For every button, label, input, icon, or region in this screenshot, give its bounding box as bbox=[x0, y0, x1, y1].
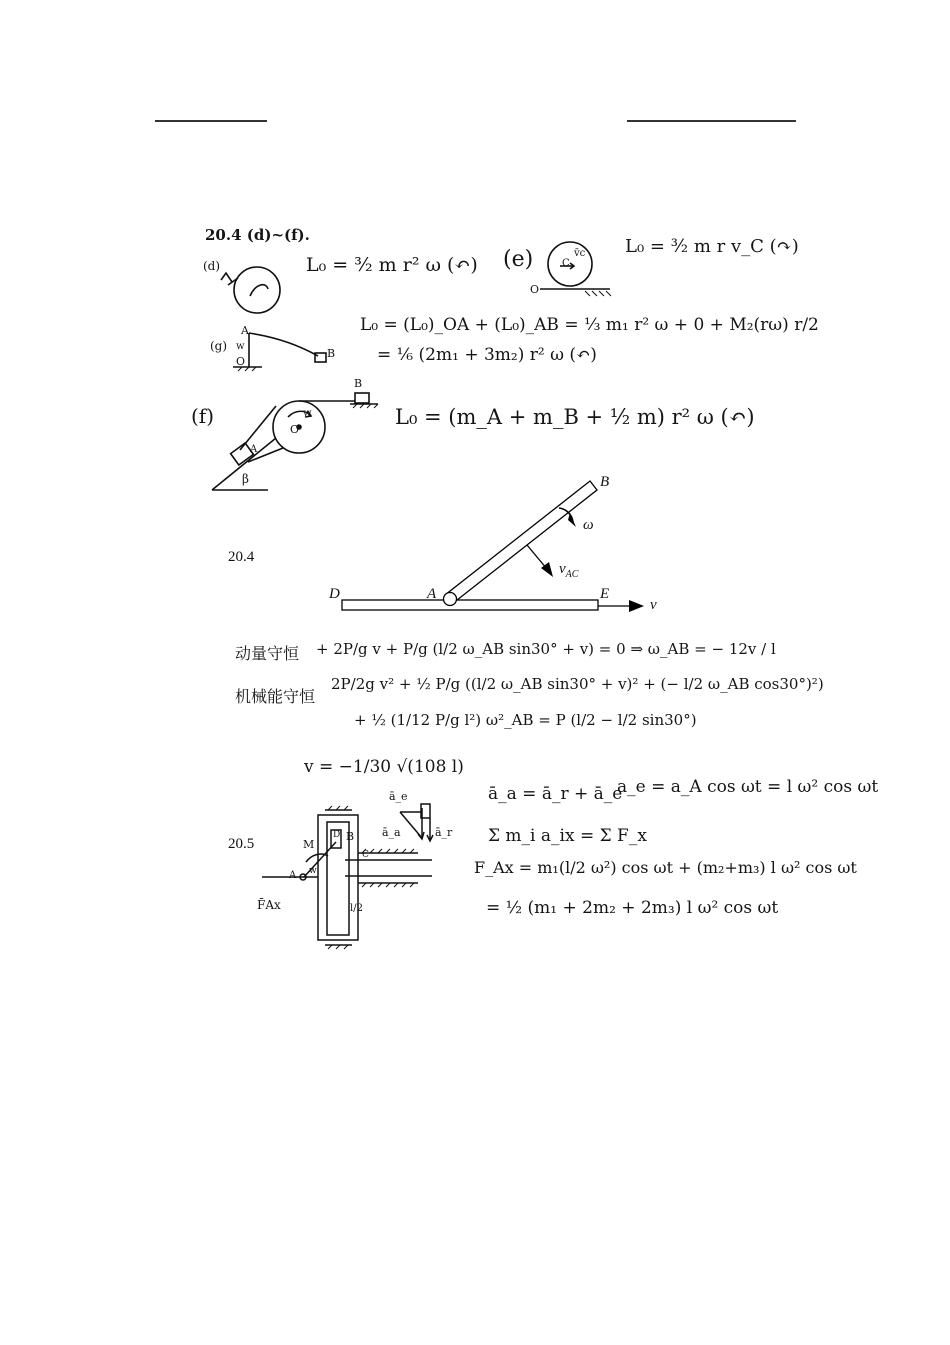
part-e-origin-label: O bbox=[530, 283, 540, 296]
part-d-label: (d) bbox=[203, 259, 221, 273]
part-f-label-b: B bbox=[354, 377, 363, 390]
wheel-d bbox=[221, 267, 280, 313]
figure-label-e: E bbox=[600, 586, 610, 602]
figure-20-5 bbox=[262, 804, 433, 949]
rod-g bbox=[233, 333, 326, 371]
energy-conservation-formula-line3: + ½ (1/12 P/g l²) ω²_AB = P (l/2 − l/2 sin30°) bbox=[354, 711, 697, 729]
part-g-label-o: O bbox=[236, 355, 246, 368]
part-g-label: (g) bbox=[210, 339, 228, 353]
eq-momentum-theorem: Σ m_i a_ix = Σ F_x bbox=[488, 826, 647, 846]
part-d-formula: L₀ = ³⁄₂ m r² ω (↶) bbox=[306, 254, 478, 276]
part-f-formula: L₀ = (m_A + m_B + ½ m) r² ω (↶) bbox=[395, 405, 755, 429]
v-ac-symbol: v bbox=[559, 561, 566, 577]
label-b: B bbox=[346, 830, 355, 843]
figure-label-b: B bbox=[600, 474, 610, 490]
part-g-formula-line1: L₀ = (L₀)_OA + (L₀)_AB = ⅓ m₁ r² ω + 0 + M₂(rω) r/2 bbox=[360, 315, 819, 335]
energy-conservation-label: 机械能守恒 bbox=[235, 687, 316, 706]
figure-label-d: D bbox=[329, 586, 340, 602]
label-aa: ā_a bbox=[382, 826, 401, 839]
pulley-f bbox=[212, 393, 378, 490]
figure-label-v-ac bbox=[559, 561, 578, 580]
label-fax: F̄Ax bbox=[257, 898, 281, 912]
part-g-formula-line2: = ⅙ (2m₁ + 3m₂) r² ω (↶) bbox=[377, 345, 597, 365]
label-w: w bbox=[309, 866, 317, 876]
figure-label-v: v bbox=[650, 597, 657, 613]
energy-conservation-formula: 2P/2g v² + ½ P/g ((l/2 ω_AB sin30° + v)² + (− l/2 ω_AB cos30°)²) bbox=[331, 675, 824, 693]
figure-20-4 bbox=[342, 481, 644, 612]
label-c: C bbox=[362, 850, 369, 860]
eq-fax-simplified: = ½ (m₁ + 2m₂ + 2m₃) l ω² cos ωt bbox=[486, 898, 779, 918]
label-d: D bbox=[333, 830, 341, 840]
eq-transport-acceleration: a_e = a_A cos ωt = l ω² cos ωt bbox=[617, 777, 879, 797]
problem-number-20-4: 20.4 bbox=[228, 549, 255, 565]
part-f-label-w: w bbox=[303, 408, 312, 419]
momentum-conservation-formula: + 2P/g v + P/g (l/2 ω_AB sin30° + v) = 0 ⇒ ω_AB = − 12v / l bbox=[316, 640, 776, 658]
v-ac-subscript: AC bbox=[565, 569, 579, 580]
part-g-label-w: w bbox=[236, 341, 245, 352]
momentum-conservation-label: 动量守恒 bbox=[235, 644, 300, 663]
part-f-label-beta: β bbox=[242, 472, 249, 486]
velocity-result: v = −1/30 √(108 l) bbox=[304, 757, 464, 777]
label-l-half: l/2 bbox=[350, 903, 363, 914]
problem-number-20-5: 20.5 bbox=[228, 836, 255, 852]
eq-acceleration-composition: ā_a = ā_r + ā_e bbox=[488, 784, 623, 804]
figure-label-a: A bbox=[427, 586, 437, 602]
label-ae: ā_e bbox=[389, 790, 408, 803]
heading-20-4-parts: 20.4 (d)~(f). bbox=[205, 226, 310, 244]
part-g-label-a: A bbox=[241, 324, 249, 337]
part-f-label: (f) bbox=[191, 404, 215, 428]
eq-fax: F_Ax = m₁(l/2 ω²) cos ωt + (m₂+m₃) l ω² cos ωt bbox=[474, 858, 857, 877]
part-e-formula: L₀ = ³⁄₂ m r v_C (↷) bbox=[625, 236, 799, 257]
label-m: M bbox=[303, 838, 315, 851]
part-e-velocity-label: v̄c bbox=[574, 248, 586, 259]
part-g-label-b: B bbox=[327, 347, 336, 360]
part-e-label: (e) bbox=[503, 247, 534, 272]
label-ar: ā_r bbox=[435, 826, 453, 839]
label-a: A bbox=[289, 870, 297, 881]
figure-label-omega: ω bbox=[583, 517, 594, 533]
part-f-label-o: O bbox=[290, 423, 300, 436]
part-f-label-a: A bbox=[250, 444, 258, 455]
part-e-wheel-label: C bbox=[562, 258, 570, 269]
